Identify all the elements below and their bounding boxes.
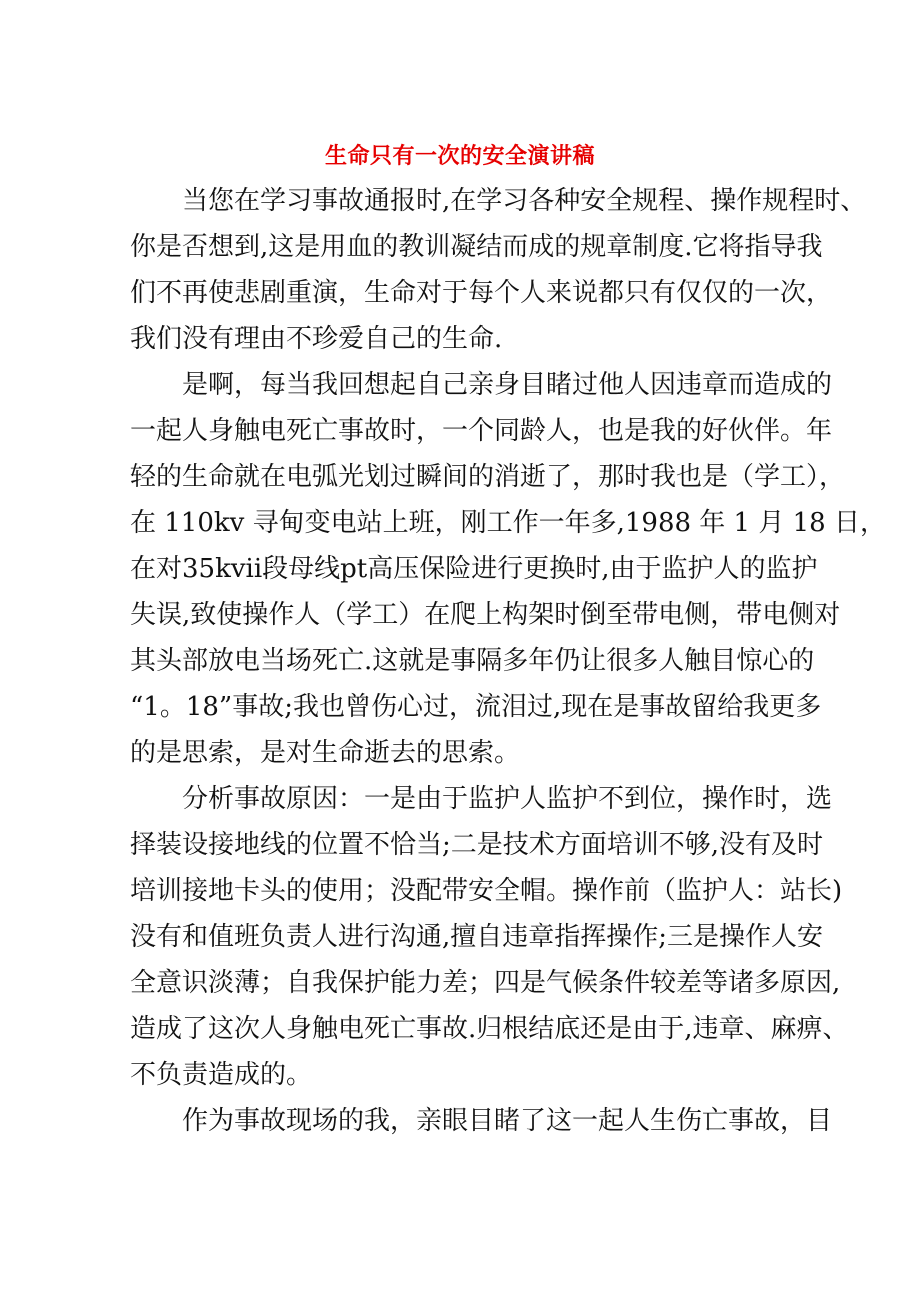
paragraph-2-line-8: “1。18”事故;我也曾伤心过，流泪过,现在是事故留给我更多 bbox=[130, 692, 822, 722]
document-body bbox=[130, 178, 886, 1144]
paragraph-2-line-7: 其头部放电当场死亡.这就是事隔多年仍让很多人触目惊心的 bbox=[130, 646, 815, 676]
paragraph-3-line-7: 不负责造成的。 bbox=[130, 1060, 313, 1090]
paragraph-2-line-5: 在对35kvii段母线pt高压保险进行更换时,由于监护人的监护 bbox=[130, 554, 818, 584]
document-title: 生命只有一次的安全演讲稿 bbox=[324, 144, 595, 169]
paragraph-3-line-1: 分析事故原因：一是由于监护人监护不到位，操作时，选 bbox=[182, 784, 833, 814]
paragraph-2-line-9: 的是思索，是对生命逝去的思索。 bbox=[130, 738, 521, 768]
paragraph-1-line-1: 当您在学习事故通报时,在学习各种安全规程、操作规程时、 bbox=[182, 186, 867, 216]
paragraph-4-line-1: 作为事故现场的我，亲眼目睹了这一起人生伤亡事故，目 bbox=[182, 1106, 833, 1136]
paragraph-2-line-4: 在 110kv 寻甸变电站上班，刚工作一年多,1988 年 1 月 18 日， bbox=[130, 508, 886, 538]
paragraph-3-line-2: 择装设接地线的位置不恰当;二是技术方面培训不够,没有及时 bbox=[130, 830, 824, 860]
paragraph-3-line-3: 培训接地卡头的使用；没配带安全帽。操作前（监护人：站长) bbox=[130, 876, 843, 906]
paragraph-1-line-2: 你是否想到,这是用血的教训凝结而成的规章制度.它将指导我 bbox=[130, 232, 823, 262]
paragraph-3-line-4: 没有和值班负责人进行沟通,擅自违章指挥操作;三是操作人安 bbox=[130, 922, 824, 952]
paragraph-2-line-1: 是啊，每当我回想起自己亲身目睹过他人因违章而造成的 bbox=[182, 370, 833, 400]
paragraph-2-line-3: 轻的生命就在电弧光划过瞬间的消逝了，那时我也是（学工）， bbox=[130, 462, 846, 492]
paragraph-1-line-4: 我们没有理由不珍爱自己的生命. bbox=[130, 324, 503, 354]
paragraph-2-line-6: 失误,致使操作人（学工）在爬上构架时倒至带电侧，带电侧对 bbox=[130, 600, 841, 630]
paragraph-3-line-5: 全意识淡薄；自我保护能力差；四是气候条件较差等诸多原因, bbox=[130, 968, 841, 998]
paragraph-3-line-6: 造成了这次人身触电死亡事故.归根结底还是由于,违章、麻痹、 bbox=[130, 1014, 849, 1044]
paragraph-2-line-2: 一起人身触电死亡事故时，一个同龄人，也是我的好伙伴。年 bbox=[130, 416, 833, 446]
paragraph-1-line-3: 们不再使悲剧重演，生命对于每个人来说都只有仅仅的一次， bbox=[130, 278, 833, 308]
